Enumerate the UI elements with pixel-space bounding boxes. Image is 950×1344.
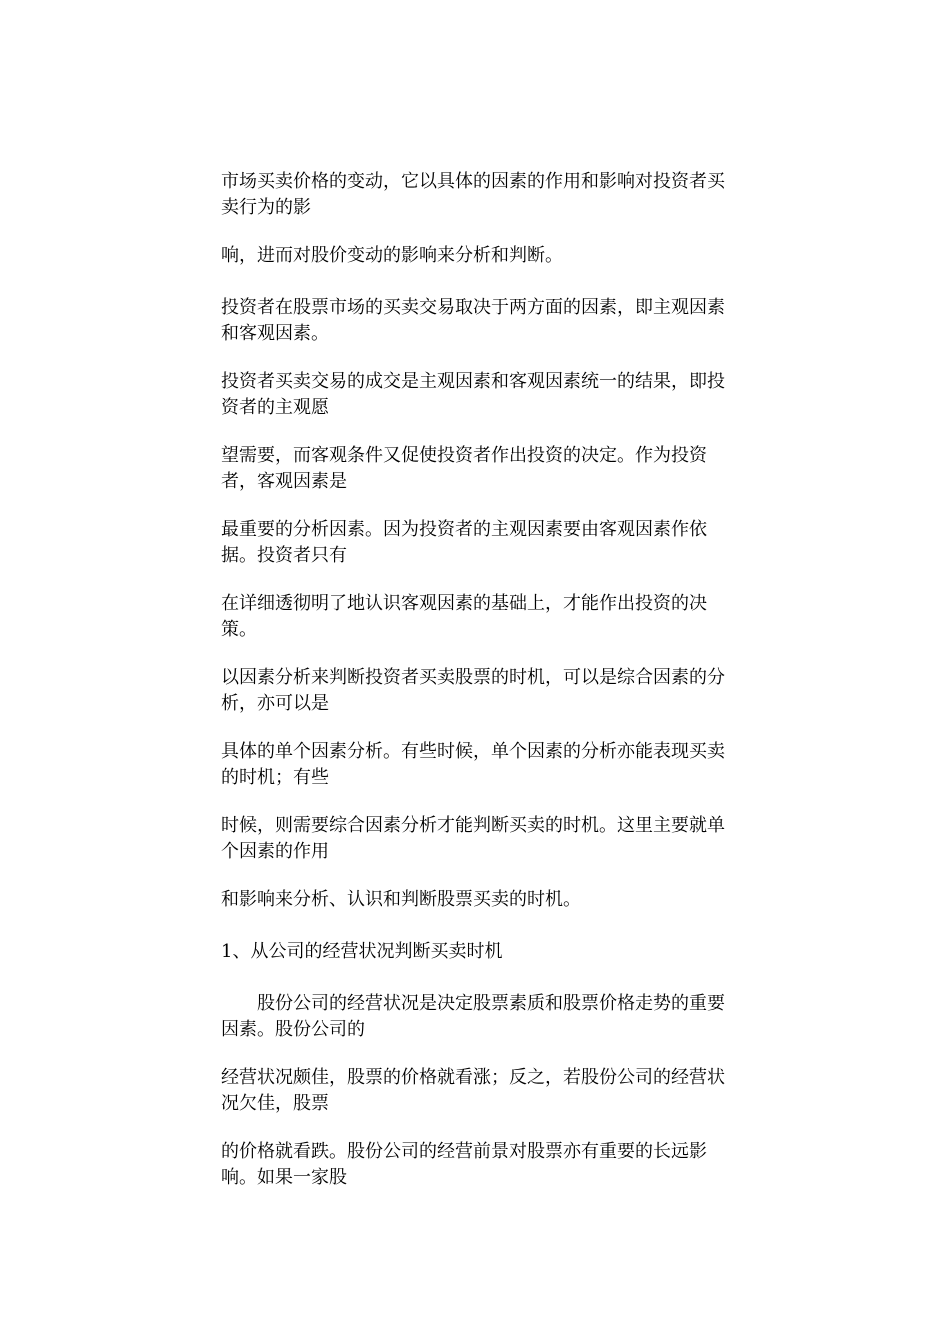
paragraph-2: 响，进而对股价变动的影响来分析和判断。 [221,245,563,266]
paragraph-11: 和影响来分析、认识和判断股票买卖的时机。 [221,889,581,910]
paragraph-3: 投资者在股票市场的买卖交易取决于两方面的因素，即主观因素和客观因素。 [221,297,725,344]
paragraph-10: 时候，则需要综合因素分析才能判断买卖的时机。这里主要就单个因素的作用 [221,815,725,862]
paragraph-6: 最重要的分析因素。因为投资者的主观因素要由客观因素作依据。投资者只有 [221,519,707,566]
paragraph-7: 在详细透彻明了地认识客观因素的基础上，才能作出投资的决策。 [221,593,707,640]
paragraph-9: 具体的单个因素分析。有些时候，单个因素的分析亦能表现买卖的时机；有些 [221,741,725,788]
paragraph-13: 经营状况颇佳，股票的价格就看涨；反之，若股份公司的经营状况欠佳，股票 [221,1067,725,1114]
paragraph-1: 市场买卖价格的变动，它以具体的因素的作用和影响对投资者买卖行为的影 [221,171,725,218]
paragraph-8: 以因素分析来判断投资者买卖股票的时机，可以是综合因素的分析，亦可以是 [221,667,725,714]
paragraph-4: 投资者买卖交易的成交是主观因素和客观因素统一的结果，即投资者的主观愿 [221,371,725,418]
paragraph-14: 的价格就看跌。股份公司的经营前景对股票亦有重要的长远影响。如果一家股 [221,1141,707,1188]
paragraph-5: 望需要，而客观条件又促使投资者作出投资的决定。作为投资者，客观因素是 [221,445,707,492]
document-body [221,169,737,1213]
section-heading: 1、从公司的经营状况判断买卖时机 [221,941,503,962]
paragraph-12: 股份公司的经营状况是决定股票素质和股票价格走势的重要因素。股份公司的 [221,993,725,1040]
